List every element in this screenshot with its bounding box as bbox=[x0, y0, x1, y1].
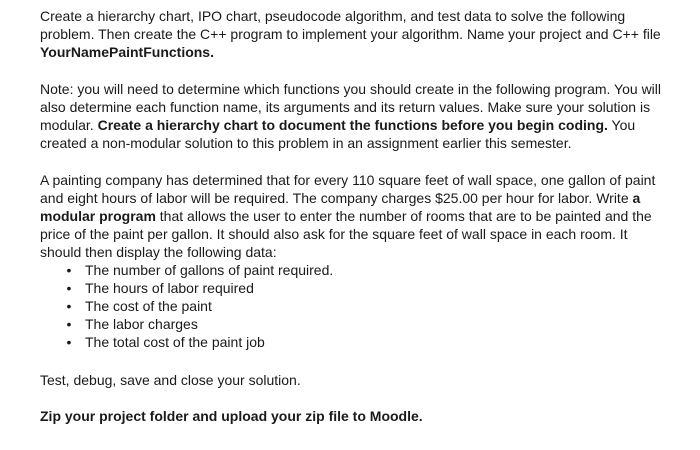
project-name: YourNamePaintFunctions. bbox=[40, 44, 214, 60]
list-item-text: The cost of the paint bbox=[85, 298, 212, 314]
note-emphasis: Create a hierarchy chart to document the functions before you begin coding. bbox=[97, 117, 608, 133]
problem-paragraph bbox=[40, 171, 670, 261]
list-item-text: The labor charges bbox=[85, 316, 198, 332]
intro-paragraph bbox=[40, 7, 670, 61]
test-instructions: Test, debug, save and close your solution. bbox=[40, 372, 301, 388]
note-paragraph bbox=[40, 80, 670, 152]
list-item bbox=[62, 315, 670, 333]
submission-instructions: Zip your project folder and upload your zip file to Moodle. bbox=[40, 408, 423, 424]
problem-text-a: A painting company has determined that for every 110 square feet of wall space, one gallon of paint and eight hours of labor will be required. The company charges $25.00 per hour for labor. Write bbox=[40, 172, 656, 206]
list-item bbox=[62, 261, 670, 279]
bullet-icon: • bbox=[66, 262, 72, 278]
problem-emphasis: a modular program bbox=[40, 190, 641, 224]
output-data-list bbox=[40, 261, 670, 351]
bullet-icon: • bbox=[66, 334, 72, 350]
note-text-b: You created a non-modular solution to this problem in an assignment earlier this semester. bbox=[40, 117, 636, 151]
list-item bbox=[62, 297, 670, 315]
bullet-icon: • bbox=[66, 280, 72, 296]
bullet-icon: • bbox=[66, 316, 72, 332]
note-text-a: Note: you will need to determine which functions you should create in the following program. You will also determine each function name, its arguments and its return values. Make sure your solution is modular. bbox=[40, 81, 662, 133]
list-item-text: The hours of labor required bbox=[85, 280, 254, 296]
list-item-text: The total cost of the paint job bbox=[85, 334, 265, 350]
list-item bbox=[62, 279, 670, 297]
problem-text-b: that allows the user to enter the number of rooms that are to be painted and the price of the paint per gallon. It should also ask for the square feet of wall space in each room. It should then display the following data: bbox=[40, 208, 652, 260]
list-item bbox=[62, 333, 670, 351]
intro-text: Create a hierarchy chart, IPO chart, pseudocode algorithm, and test data to solve the following problem. Then create the C++ program to implement your algorithm. Name your project and C++ file bbox=[40, 8, 661, 42]
bullet-icon: • bbox=[66, 298, 72, 314]
list-item-text: The number of gallons of paint required. bbox=[85, 262, 334, 278]
